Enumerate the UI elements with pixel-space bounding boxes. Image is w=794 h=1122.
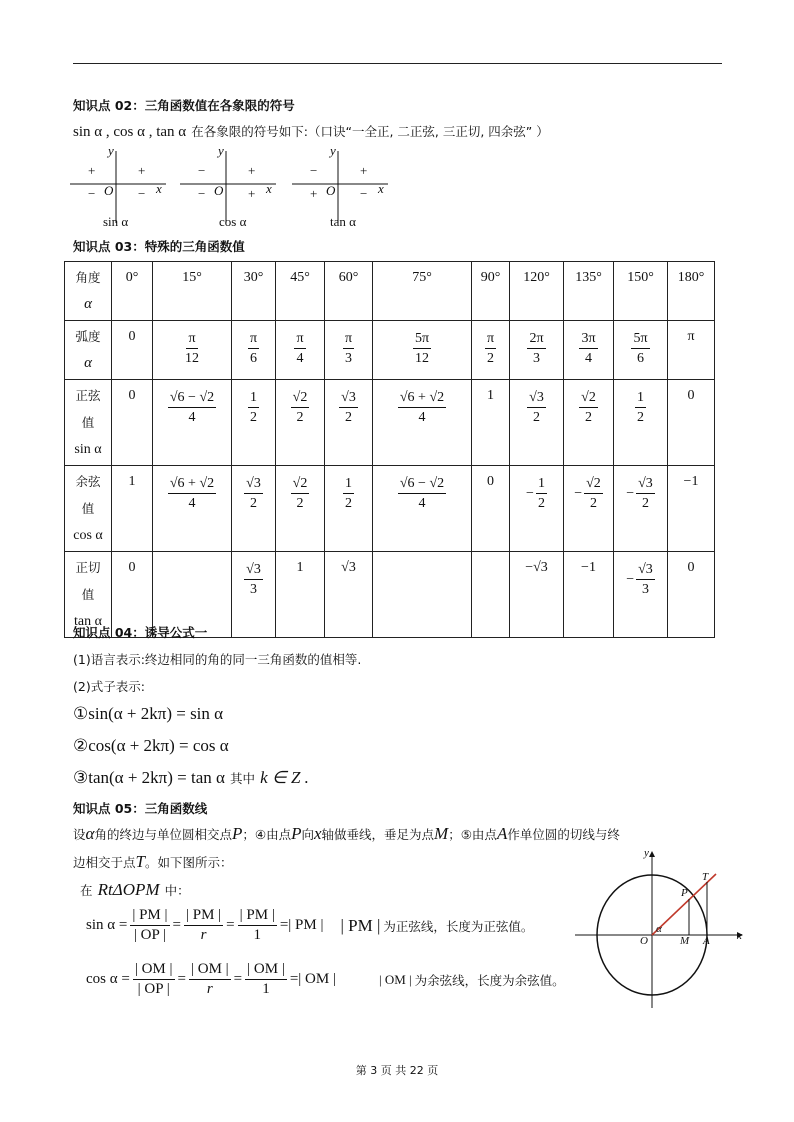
axis-y-label: y bbox=[108, 143, 114, 158]
diagram-label: sin α bbox=[103, 214, 129, 229]
cell-sin-6: 1 bbox=[472, 380, 510, 466]
header-rule bbox=[73, 63, 722, 64]
cell-cos-0: 1 bbox=[112, 466, 153, 552]
cell-angles-5: 75° bbox=[373, 262, 472, 321]
section-02-title: 知识点 02：三角函数值在各象限的符号 bbox=[73, 98, 295, 113]
svg-text:y: y bbox=[218, 143, 224, 158]
axis-x-label: x bbox=[156, 181, 162, 196]
cos-line-equation: cos α = $\frac{| OM |}{| OP |}$ = $\frac{| OM |}{r}$ = $\frac{| OM |}{1}$ =| OM | | OM | 为余弦线，长度为余弦值。 bbox=[86, 961, 565, 997]
intro-functions: sin α , cos α , tan α bbox=[73, 124, 187, 140]
cell-cos-10: −1 bbox=[668, 466, 715, 552]
cell-sin-8: $\frac{√2}{2}$ bbox=[564, 380, 614, 466]
table-row-sin bbox=[65, 380, 715, 466]
trig-line-figure bbox=[570, 846, 750, 1011]
table-row-cos bbox=[65, 466, 715, 552]
cell-cos-8: − $\frac{√2}{2}$ bbox=[564, 466, 614, 552]
section-04-line1: (1)语言表示:终边相同的角的同一三角函数的值相等. bbox=[73, 652, 362, 667]
svg-text:+: + bbox=[248, 163, 256, 178]
cell-radians-7: $\frac{2\pi}{3}$ bbox=[510, 321, 564, 380]
cell-radians-1: $\frac{\pi}{12}$ bbox=[153, 321, 232, 380]
cell-cos-3: $\frac{√2}{2}$ bbox=[276, 466, 325, 552]
cell-cos-1: $\frac{√6 + √2}{4}$ bbox=[153, 466, 232, 552]
cell-radians-5: $\frac{5\pi}{12}$ bbox=[373, 321, 472, 380]
q3-sign: − bbox=[88, 186, 96, 201]
cell-cos-9: − $\frac{√3}{2}$ bbox=[614, 466, 668, 552]
sin-sign-diagram bbox=[70, 143, 166, 229]
row-label-cos: 余弦 值 cos α bbox=[65, 466, 112, 552]
svg-text:tan α: tan α bbox=[330, 214, 356, 229]
cell-angles-7: 120° bbox=[510, 262, 564, 321]
section-04-line2: (2)式子表示: bbox=[73, 679, 145, 694]
cell-angles-4: 60° bbox=[325, 262, 373, 321]
cell-radians-8: $\frac{3\pi}{4}$ bbox=[564, 321, 614, 380]
cell-sin-1: $\frac{√6 - √2}{4}$ bbox=[153, 380, 232, 466]
cell-sin-3: $\frac{√2}{2}$ bbox=[276, 380, 325, 466]
svg-text:−: − bbox=[198, 163, 206, 178]
svg-text:x: x bbox=[266, 181, 272, 196]
cell-tan-4: √3 bbox=[325, 552, 373, 638]
cell-radians-2: $\frac{\pi}{6}$ bbox=[232, 321, 276, 380]
section-02-intro bbox=[73, 121, 549, 141]
cell-tan-8: −1 bbox=[564, 552, 614, 638]
cell-cos-5: $\frac{√6 - √2}{4}$ bbox=[373, 466, 472, 552]
cell-angles-10: 180° bbox=[668, 262, 715, 321]
tan-sign-diagram bbox=[292, 143, 388, 229]
svg-text:y: y bbox=[330, 143, 336, 158]
section-03-title: 知识点 03：特殊的三角函数值 bbox=[73, 239, 245, 254]
cell-tan-0: 0 bbox=[112, 552, 153, 638]
page-footer: 第 3 页 共 22 页 bbox=[355, 1064, 439, 1077]
cell-angles-3: 45° bbox=[276, 262, 325, 321]
section-05-para1: 设α角的终边与单位圆相交点P；④由点P向x轴做垂线，垂足为点M；⑤由点A作单位圆的切线与终 bbox=[73, 824, 620, 843]
q4-sign: − bbox=[138, 186, 146, 201]
cell-radians-6: $\frac{\pi}{2}$ bbox=[472, 321, 510, 380]
formula-tan: ③tan(α + 2kπ) = tan α 其中 k ∈ Z . bbox=[73, 768, 309, 787]
minus-sign: − bbox=[626, 485, 635, 501]
cell-cos-2: $\frac{√3}{2}$ bbox=[232, 466, 276, 552]
cell-angles-1: 15° bbox=[153, 262, 232, 321]
fig-P-label: P bbox=[681, 887, 688, 899]
minus-sign: − bbox=[574, 485, 583, 501]
fig-A-label: A bbox=[703, 935, 710, 947]
cell-tan-10: 0 bbox=[668, 552, 715, 638]
cell-cos-6: 0 bbox=[472, 466, 510, 552]
cell-sin-10: 0 bbox=[668, 380, 715, 466]
svg-text:x: x bbox=[378, 181, 384, 196]
minus-sign: − bbox=[626, 571, 635, 587]
cell-radians-4: $\frac{\pi}{3}$ bbox=[325, 321, 373, 380]
cos-sign-diagram bbox=[180, 143, 276, 229]
section-04-title: 知识点 04：诱导公式一 bbox=[73, 625, 208, 640]
fig-M-label: M bbox=[680, 935, 690, 947]
row-label-sin: 正弦 值 sin α bbox=[65, 380, 112, 466]
intro-text: 在各象限的符号如下:（口诀“一全正, 二正弦, 三正切, 四余弦” ） bbox=[191, 124, 549, 139]
section-05-para2: 边相交于点T。如下图所示： bbox=[73, 852, 233, 871]
fig-x-label: x bbox=[737, 930, 742, 942]
fig-y-label: y bbox=[644, 847, 649, 859]
cell-tan-5 bbox=[373, 552, 472, 638]
cell-angles-0: 0° bbox=[112, 262, 153, 321]
svg-text:+: + bbox=[360, 163, 368, 178]
cell-angles-6: 90° bbox=[472, 262, 510, 321]
cell-tan-2: $\frac{√3}{3}$ bbox=[232, 552, 276, 638]
cell-sin-2: $\frac{1}{2}$ bbox=[232, 380, 276, 466]
cell-tan-6 bbox=[472, 552, 510, 638]
svg-text:O: O bbox=[214, 183, 224, 198]
cell-cos-7: − $\frac{1}{2}$ bbox=[510, 466, 564, 552]
svg-text:+: + bbox=[310, 186, 318, 201]
row-label-radian: 弧度 α bbox=[65, 321, 112, 380]
fig-alpha-label: α bbox=[656, 923, 662, 935]
sign-diagrams bbox=[66, 143, 396, 233]
q1-sign: + bbox=[138, 163, 146, 178]
triangle-intro: 在 RtΔOPM 中： bbox=[80, 880, 190, 899]
sin-line-equation: sin α = $\frac{| PM |}{| OP |}$ = $\frac{| PM |}{r}$ = $\frac{| PM |}{1}$ =| PM | | PM | 为正弦线，长度为正弦值。 bbox=[86, 907, 534, 943]
cell-radians-9: $\frac{5\pi}{6}$ bbox=[614, 321, 668, 380]
svg-text:O: O bbox=[326, 183, 336, 198]
cell-tan-9: − $\frac{√3}{3}$ bbox=[614, 552, 668, 638]
cell-sin-7: $\frac{√3}{2}$ bbox=[510, 380, 564, 466]
cell-sin-0: 0 bbox=[112, 380, 153, 466]
cell-angles-2: 30° bbox=[232, 262, 276, 321]
cell-cos-4: $\frac{1}{2}$ bbox=[325, 466, 373, 552]
table-row-angle bbox=[65, 262, 715, 321]
cell-angles-9: 150° bbox=[614, 262, 668, 321]
svg-text:−: − bbox=[310, 163, 318, 178]
cell-radians-0: 0 bbox=[112, 321, 153, 380]
row-label-angle: 角度 α bbox=[65, 262, 112, 321]
cell-sin-9: $\frac{1}{2}$ bbox=[614, 380, 668, 466]
cell-radians-10: π bbox=[668, 321, 715, 380]
origin-label: O bbox=[104, 183, 114, 198]
svg-text:+: + bbox=[248, 186, 256, 201]
cell-sin-4: $\frac{√3}{2}$ bbox=[325, 380, 373, 466]
q2-sign: + bbox=[88, 163, 96, 178]
table-row-radian bbox=[65, 321, 715, 380]
fig-T-label: T bbox=[702, 871, 709, 883]
cell-sin-5: $\frac{√6 + √2}{4}$ bbox=[373, 380, 472, 466]
minus-sign: − bbox=[526, 485, 534, 501]
svg-text:cos α: cos α bbox=[219, 214, 247, 229]
fig-origin-label: O bbox=[640, 935, 648, 947]
section-05-title: 知识点 05：三角函数线 bbox=[73, 801, 208, 816]
cell-tan-7: −√3 bbox=[510, 552, 564, 638]
special-values-table bbox=[64, 261, 715, 638]
cell-tan-3: 1 bbox=[276, 552, 325, 638]
cell-angles-8: 135° bbox=[564, 262, 614, 321]
row-label-tan: 正切 值 tan α bbox=[65, 552, 112, 638]
formula-cos: ②cos(α + 2kπ) = cos α bbox=[73, 736, 229, 755]
svg-text:−: − bbox=[198, 186, 206, 201]
cell-radians-3: $\frac{\pi}{4}$ bbox=[276, 321, 325, 380]
formula-sin: ①sin(α + 2kπ) = sin α bbox=[73, 704, 224, 723]
svg-text:−: − bbox=[360, 186, 368, 201]
